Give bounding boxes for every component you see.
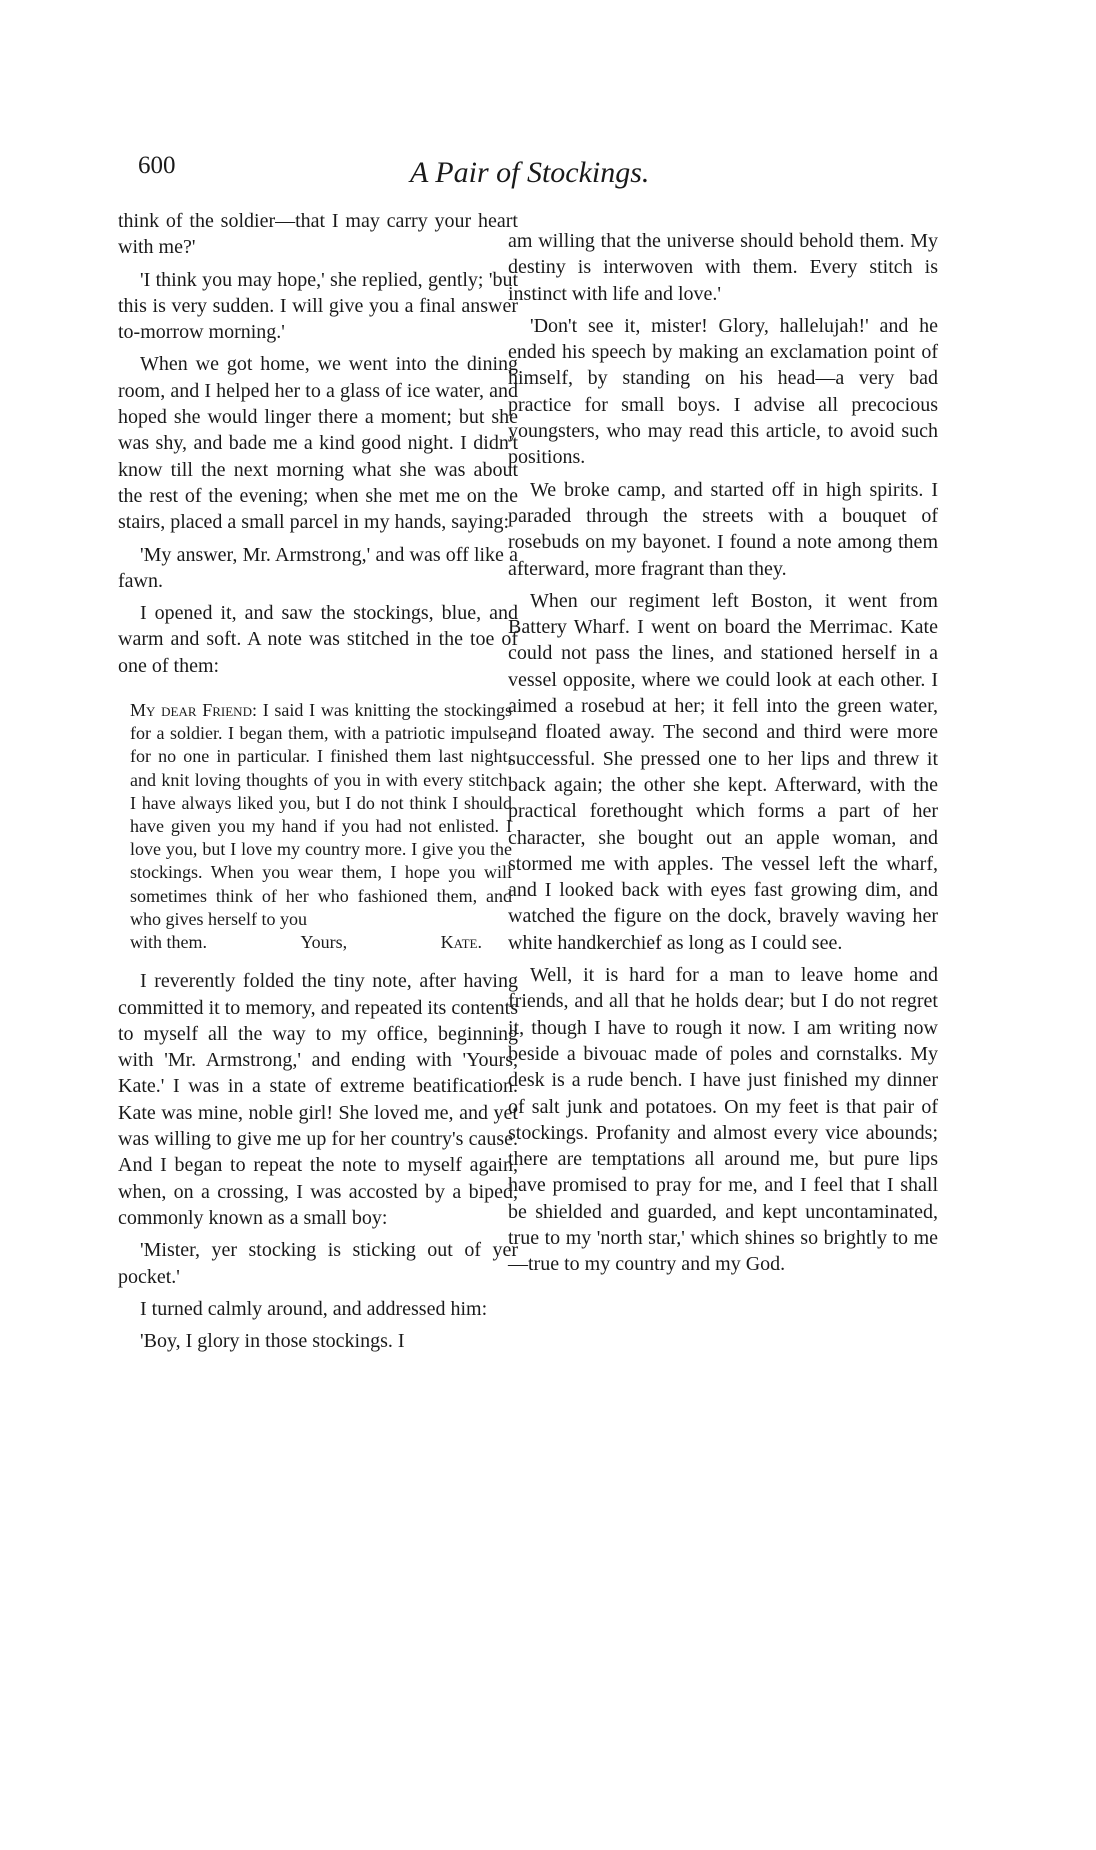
letter-closing: with them. (130, 932, 207, 953)
paragraph: We broke camp, and started off in high spirits. I paraded through the streets with a bouquet of rosebuds on my bayonet. I found a note among them afterward, more fragrant than they. (508, 478, 938, 580)
letter-body (130, 699, 512, 931)
paragraph: am willing that the universe should behold them. My destiny is interwoven with them. Every stitch is instinct with life and love.' (508, 230, 938, 305)
kate-letter (130, 699, 512, 954)
paragraph: 'Mister, yer stocking is sticking out of yer pocket.' (118, 1239, 518, 1288)
page-header (130, 152, 960, 192)
page-number: 600 (138, 152, 176, 179)
paragraph: 'Don't see it, mister! Glory, hallelujah!' and he ended his speech by making an exclamation point of himself, by standing on his head—a very bad practice for small boys. I advise all precocious youngsters, who may read this article, to avoid such positions. (508, 314, 938, 469)
letter-text: : I said I was knitting the stockings for a soldier. I began them, with a patriotic impulse, for no one in particular. I finished them last night, and knit loving thoughts of you in with every stitch. I have always liked you, but I do not think I should have given you my hand if you had not enlisted. I love you, but I love my country more. I give you the stockings. When you wear them, I hope you will sometimes think of her who fashioned them, and who gives herself to you (130, 700, 512, 929)
paragraph: think of the soldier—that I may carry your heart with me?' (118, 210, 518, 259)
letter-salutation: My dear Friend (130, 700, 252, 721)
letter-signature: Kate. (440, 932, 482, 953)
paragraph: When our regiment left Boston, it went from Battery Wharf. I went on board the Merrimac. Kate could not pass the lines, and stationed herself in a vessel opposite, where we could look at each other. I aimed a rosebud at her; it fell into the green water, and floated away. The second and third were more successful. She pressed one to her lips and threw it back again; the other she kept. Afterward, with the practical forethought which forms a part of her character, she bought out an apple woman, and stormed me with apples. The vessel left the wharf, and I looked back with eyes fast growing dim, and watched the figure on the dock, bravely waving her white handkerchief as long as I could see. (508, 589, 938, 954)
paragraph: Well, it is hard for a man to leave home and friends, and all that he holds dear; but I do not regret it, though I have to rough it now. I am writing now beside a bivouac made of poles and cornstalks. My desk is a rude bench. I have just finished my dinner of salt junk and potatoes. On my feet is that pair of stockings. Profanity and almost every vice abounds; there are temptations all around me, but pure lips have promised to pray for me, and I feel that I shall be shielded and guarded, and kept uncontaminated, true to my 'north star,' which shines so brightly to me—true to my country and my God. (508, 964, 938, 1276)
paragraph: I opened it, and saw the stockings, blue, and warm and soft. A note was stitched in the toe of one of them: (118, 602, 518, 677)
paragraph: I turned calmly around, and addressed him: (140, 1297, 488, 1320)
paragraph: 'I think you may hope,' she replied, gently; 'but this is very sudden. I will give you a final answer to-morrow morning.' (118, 268, 518, 344)
letter-signoff (130, 931, 512, 954)
letter-yours: Yours, (300, 932, 348, 953)
right-column (508, 228, 938, 1284)
paragraph: I reverently folded the tiny note, after having committed it to memory, and repeated its contents to myself all the way to my office, beginning with 'Mr. Armstrong,' and ending with 'Yours, Kate.' I was in a state of extreme beatification. Kate was mine, noble girl! She loved me, and yet was willing to give me up for her country's cause. And I began to repeat the note to myself again, when, on a crossing, I was accosted by a biped, commonly known as a small boy: (118, 970, 518, 1229)
paragraph: 'My answer, Mr. Armstrong,' and was off like a fawn. (118, 543, 518, 592)
left-column (118, 208, 518, 1360)
paragraph: When we got home, we went into the dining room, and I helped her to a glass of ice water, and hoped she would linger there a moment; but she was shy, and bade me a kind good night. I didn't know till the next morning what she was about the rest of the evening; when she met me on the stairs, placed a small parcel in my hands, saying: (118, 353, 518, 534)
paragraph: 'Boy, I glory in those stockings. I (140, 1330, 405, 1353)
running-title: A Pair of Stockings. (410, 156, 650, 189)
